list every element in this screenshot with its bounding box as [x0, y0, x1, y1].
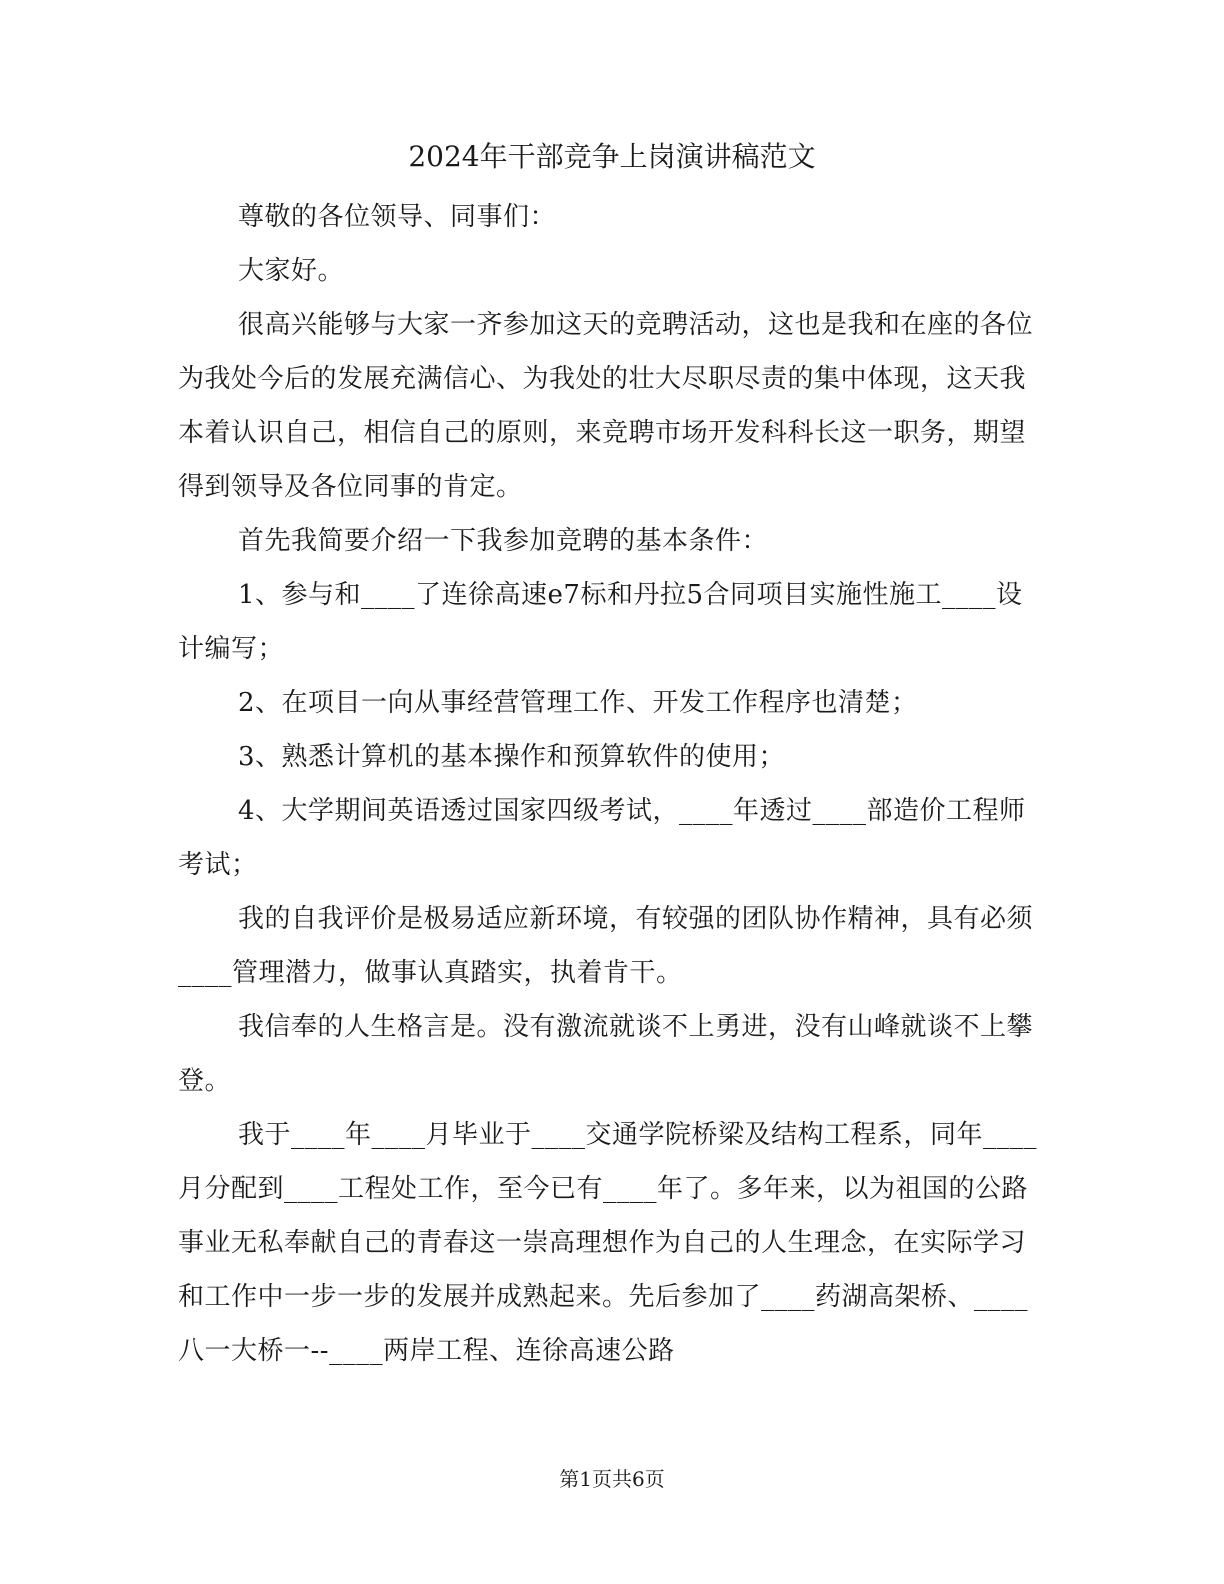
paragraph-greeting: 大家好。: [238, 256, 345, 286]
paragraph-condition-1: 1、参与和____了连徐高速e7标和丹拉5合同项目实施性施工____设计编写；: [178, 580, 1023, 664]
paragraph-conditions-heading: 首先我简要介绍一下我参加竞聘的基本条件：: [238, 526, 769, 556]
paragraph-condition-3: 3、熟悉计算机的基本操作和预算软件的使用；: [238, 742, 786, 772]
paragraph-motto: 我信奉的人生格言是。没有激流就谈不上勇进，没有山峰就谈不上攀登。: [178, 1012, 1034, 1096]
paragraph-condition-4: 4、大学期间英语透过国家四级考试，____年透过____部造价工程师考试；: [178, 796, 1026, 880]
paragraph-background: 我于____年____月毕业于____交通学院桥梁及结构工程系，同年____月分配到____工程处工作，至今已有____年了。多年来，以为祖国的公路事业无私奉献自己的青春这一崇高理想作为自己的人生理念，在实际学习和工作中一步一步的发展并成熟起来。先后参加了____药湖高架桥、____八一大桥一--____两岸工程、连徐高速公路: [178, 1120, 1038, 1366]
document-title: 2024年干部竞争上岗演讲稿范文: [408, 140, 816, 173]
paragraph-condition-2: 2、在项目一向从事经营管理工作、开发工作程序也清楚；: [238, 688, 918, 718]
paragraph-salutation: 尊敬的各位领导、同事们：: [238, 202, 557, 232]
page-footer: 第1页共6页: [559, 1467, 665, 1491]
document-body: [178, 190, 1038, 1378]
paragraph-intro: 很高兴能够与大家一齐参加这天的竞聘活动，这也是我和在座的各位为我处今后的发展充满信心、为我处的壮大尽职尽责的集中体现，这天我本着认识自己，相信自己的原则，来竞聘市场开发科科长这一职务，期望得到领导及各位同事的肯定。: [178, 310, 1034, 502]
paragraph-self-evaluation: 我的自我评价是极易适应新环境，有较强的团队协作精神，具有必须____管理潜力，做事认真踏实，执着肯干。: [178, 904, 1034, 988]
